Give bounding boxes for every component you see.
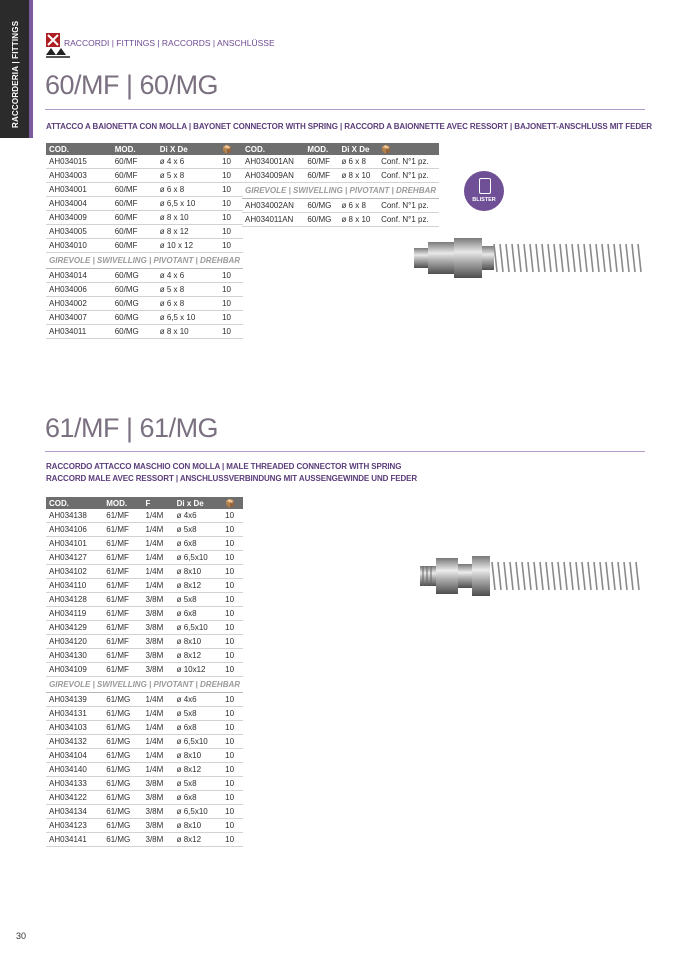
table-row bbox=[46, 325, 243, 339]
table-cell: AH034123 bbox=[46, 819, 103, 833]
table-cell: 60/MG bbox=[112, 283, 157, 297]
table-cell: 10 bbox=[219, 225, 243, 239]
table-cell: 1/4M bbox=[143, 693, 174, 707]
table-cell: 60/MG bbox=[112, 269, 157, 283]
table-row bbox=[242, 199, 439, 213]
section1-title: 60/MF | 60/MG bbox=[45, 70, 219, 100]
table-row bbox=[46, 663, 243, 677]
table-cell: AH034001 bbox=[46, 183, 112, 197]
table-cell: ø 4 x 6 bbox=[157, 269, 219, 283]
table-cell: 60/MF bbox=[112, 211, 157, 225]
table-cell: 60/MF bbox=[304, 155, 338, 169]
table-row bbox=[46, 169, 243, 183]
table-row bbox=[242, 213, 439, 227]
table-cell: 61/MF bbox=[103, 509, 142, 523]
table-cell: 10 bbox=[222, 509, 243, 523]
table-cell: AH034122 bbox=[46, 791, 103, 805]
table-cell: AH034103 bbox=[46, 721, 103, 735]
table-cell: AH034129 bbox=[46, 621, 103, 635]
table-cell: ø 6,5 x 10 bbox=[157, 197, 219, 211]
table-cell: 3/8M bbox=[143, 607, 174, 621]
table-cell: ø 8x10 bbox=[174, 635, 223, 649]
table-cell: 10 bbox=[222, 635, 243, 649]
table-cell: 60/MF bbox=[112, 197, 157, 211]
table-cell: 10 bbox=[222, 693, 243, 707]
table-cell: 1/4M bbox=[143, 509, 174, 523]
table-cell: 61/MG bbox=[103, 763, 142, 777]
side-tab-accent bbox=[29, 0, 33, 138]
table-row bbox=[46, 791, 243, 805]
table-cell: 60/MF bbox=[112, 169, 157, 183]
table-cell: AH034119 bbox=[46, 607, 103, 621]
table-cell: 10 bbox=[222, 735, 243, 749]
table-cell: AH034139 bbox=[46, 693, 103, 707]
table-cell: AH034007 bbox=[46, 311, 112, 325]
table-header-row bbox=[46, 497, 243, 509]
table-cell: ø 8x12 bbox=[174, 579, 223, 593]
table-cell: 61/MG bbox=[103, 819, 142, 833]
package-qty-icon: 📦 bbox=[378, 143, 439, 155]
table-cell: ø 10 x 12 bbox=[157, 239, 219, 253]
table-cell: 61/MG bbox=[103, 735, 142, 749]
table-cell: 61/MG bbox=[103, 693, 142, 707]
table-cell: ø 6x8 bbox=[174, 537, 223, 551]
column-header: MOD. bbox=[304, 143, 338, 155]
table-cell: AH034132 bbox=[46, 735, 103, 749]
table-cell: AH034130 bbox=[46, 649, 103, 663]
table-cell: AH034009AN bbox=[242, 169, 304, 183]
table-cell: 10 bbox=[219, 183, 243, 197]
table-cell: AH034101 bbox=[46, 537, 103, 551]
table-cell: 10 bbox=[219, 169, 243, 183]
table-cell: 61/MF bbox=[103, 593, 142, 607]
table-row bbox=[46, 721, 243, 735]
table-row bbox=[46, 819, 243, 833]
table-cell: 10 bbox=[222, 721, 243, 735]
table-cell: ø 6 x 8 bbox=[157, 297, 219, 311]
column-header: COD. bbox=[46, 143, 112, 155]
table-cell: 3/8M bbox=[143, 833, 174, 847]
table-cell: AH034004 bbox=[46, 197, 112, 211]
table-cell: 1/4M bbox=[143, 579, 174, 593]
table-cell: 10 bbox=[222, 791, 243, 805]
table-cell: ø 5x8 bbox=[174, 707, 223, 721]
column-header: MOD. bbox=[103, 497, 142, 509]
table-row bbox=[46, 649, 243, 663]
blister-pack-icon bbox=[479, 178, 491, 194]
table-row bbox=[242, 155, 439, 169]
table-cell: ø 6,5x10 bbox=[174, 805, 223, 819]
table-row bbox=[46, 537, 243, 551]
table-cell: 10 bbox=[219, 325, 243, 339]
table-cell: AH034011 bbox=[46, 325, 112, 339]
table-cell: 1/4M bbox=[143, 735, 174, 749]
table-row bbox=[46, 763, 243, 777]
table-cell: 61/MF bbox=[103, 551, 142, 565]
table-row bbox=[46, 239, 243, 253]
column-header: Di X De bbox=[338, 143, 378, 155]
section2-title: 61/MF | 61/MG bbox=[45, 413, 219, 443]
table-cell: ø 8x10 bbox=[174, 565, 223, 579]
table-cell: 61/MF bbox=[103, 565, 142, 579]
table-cell: 3/8M bbox=[143, 819, 174, 833]
table-cell: ø 5x8 bbox=[174, 593, 223, 607]
table-cell: 10 bbox=[222, 707, 243, 721]
group-label-row bbox=[46, 253, 243, 269]
table-cell: ø 10x12 bbox=[174, 663, 223, 677]
table-cell: AH034104 bbox=[46, 749, 103, 763]
table-cell: 60/MF bbox=[112, 155, 157, 169]
table-cell: 61/MF bbox=[103, 621, 142, 635]
table-cell: ø 6 x 8 bbox=[338, 155, 378, 169]
side-category-tab bbox=[0, 0, 33, 138]
table-cell: 10 bbox=[222, 551, 243, 565]
table-cell: 10 bbox=[222, 593, 243, 607]
column-header: MOD. bbox=[112, 143, 157, 155]
table-cell: 10 bbox=[222, 537, 243, 551]
table-row bbox=[46, 607, 243, 621]
section2-subtitle-line2: RACCORD MALE AVEC RESSORT | ANSCHLUSSVERBINDUNG MIT AUSSENGEWINDE UND FEDER bbox=[46, 474, 418, 483]
table-row bbox=[46, 225, 243, 239]
table-cell: 3/8M bbox=[143, 621, 174, 635]
table-row bbox=[46, 523, 243, 537]
table-row bbox=[46, 297, 243, 311]
table-cell: AH034110 bbox=[46, 579, 103, 593]
table-cell: 10 bbox=[219, 283, 243, 297]
table-cell: AH034002AN bbox=[242, 199, 304, 213]
table-header-row bbox=[46, 143, 243, 155]
table-cell: ø 8 x 10 bbox=[338, 213, 378, 227]
table-row bbox=[46, 579, 243, 593]
table-row bbox=[242, 169, 439, 183]
section1-divider bbox=[45, 109, 645, 110]
table-cell: 1/4M bbox=[143, 763, 174, 777]
table-cell: AH034106 bbox=[46, 523, 103, 537]
table-cell: AH034014 bbox=[46, 269, 112, 283]
table-cell: 60/MF bbox=[112, 239, 157, 253]
table-cell: ø 6x8 bbox=[174, 721, 223, 735]
table-cell: 10 bbox=[219, 155, 243, 169]
table-cell: ø 8 x 12 bbox=[157, 225, 219, 239]
table-cell: 60/MF bbox=[112, 225, 157, 239]
table-row bbox=[46, 749, 243, 763]
table-cell: 10 bbox=[222, 777, 243, 791]
table-cell: ø 8x12 bbox=[174, 763, 223, 777]
table-cell: ø 6 x 8 bbox=[157, 183, 219, 197]
column-header: F bbox=[143, 497, 174, 509]
table-cell: 3/8M bbox=[143, 635, 174, 649]
table-cell: Conf. N°1 pz. bbox=[378, 199, 439, 213]
table-row bbox=[46, 593, 243, 607]
table-cell: 61/MG bbox=[103, 707, 142, 721]
table-cell: AH034010 bbox=[46, 239, 112, 253]
table-cell: 1/4M bbox=[143, 565, 174, 579]
table-cell: ø 5 x 8 bbox=[157, 283, 219, 297]
table-cell: AH034102 bbox=[46, 565, 103, 579]
section1-table-right bbox=[242, 143, 439, 227]
table-cell: Conf. N°1 pz. bbox=[378, 155, 439, 169]
table-cell: 61/MG bbox=[103, 791, 142, 805]
group-label-row bbox=[242, 183, 439, 199]
section2-subtitle-line1: RACCORDO ATTACCO MASCHIO CON MOLLA | MALE THREADED CONNECTOR WITH SPRING bbox=[46, 462, 402, 471]
table-cell: 61/MG bbox=[103, 777, 142, 791]
table-cell: 1/4M bbox=[143, 749, 174, 763]
table-cell: 60/MG bbox=[304, 199, 338, 213]
table-cell: 61/MF bbox=[103, 635, 142, 649]
table-cell: 3/8M bbox=[143, 663, 174, 677]
table-cell: 10 bbox=[222, 663, 243, 677]
table-row bbox=[46, 197, 243, 211]
table-row bbox=[46, 621, 243, 635]
table-cell: 3/8M bbox=[143, 593, 174, 607]
table-cell: 61/MG bbox=[103, 805, 142, 819]
group-label: GIREVOLE | SWIVELLING | PIVOTANT | DREHBAR bbox=[46, 677, 243, 693]
table-row bbox=[46, 805, 243, 819]
table-cell: AH034011AN bbox=[242, 213, 304, 227]
blister-badge-label: BLISTER bbox=[472, 197, 496, 203]
table-cell: 10 bbox=[222, 579, 243, 593]
table-cell: 10 bbox=[222, 523, 243, 537]
table-cell: AH034141 bbox=[46, 833, 103, 847]
table-row bbox=[46, 635, 243, 649]
table-cell: ø 8 x 10 bbox=[157, 211, 219, 225]
column-header: Di X De bbox=[157, 143, 219, 155]
table-cell: ø 6x8 bbox=[174, 607, 223, 621]
table-cell: ø 6,5 x 10 bbox=[157, 311, 219, 325]
table-cell: 61/MF bbox=[103, 523, 142, 537]
table-cell: 60/MG bbox=[112, 311, 157, 325]
table-cell: AH034002 bbox=[46, 297, 112, 311]
table-row bbox=[46, 283, 243, 297]
table-row bbox=[46, 183, 243, 197]
table-cell: ø 6x8 bbox=[174, 791, 223, 805]
table-cell: 10 bbox=[222, 819, 243, 833]
table-row bbox=[46, 833, 243, 847]
table-row bbox=[46, 693, 243, 707]
table-row bbox=[46, 735, 243, 749]
table-cell: ø 6,5x10 bbox=[174, 735, 223, 749]
table-cell: AH034138 bbox=[46, 509, 103, 523]
section2-divider bbox=[45, 451, 645, 452]
group-label: GIREVOLE | SWIVELLING | PIVOTANT | DREHBAR bbox=[46, 253, 243, 269]
table-cell: 10 bbox=[219, 197, 243, 211]
male-threaded-connector-spring-image bbox=[420, 552, 646, 600]
table-cell: 60/MF bbox=[304, 169, 338, 183]
table-cell: 61/MF bbox=[103, 537, 142, 551]
table-cell: ø 4 x 6 bbox=[157, 155, 219, 169]
table-cell: ø 6,5x10 bbox=[174, 621, 223, 635]
column-header: COD. bbox=[46, 497, 103, 509]
table-cell: ø 8x12 bbox=[174, 833, 223, 847]
table-cell: 3/8M bbox=[143, 649, 174, 663]
table-cell: 10 bbox=[222, 833, 243, 847]
table-cell: ø 8x10 bbox=[174, 819, 223, 833]
table-cell: AH034005 bbox=[46, 225, 112, 239]
package-qty-icon: 📦 bbox=[222, 497, 243, 509]
table-cell: AH034127 bbox=[46, 551, 103, 565]
table-cell: 1/4M bbox=[143, 523, 174, 537]
table-cell: 1/4M bbox=[143, 537, 174, 551]
table-cell: AH034109 bbox=[46, 663, 103, 677]
table-cell: ø 8 x 10 bbox=[157, 325, 219, 339]
group-label: GIREVOLE | SWIVELLING | PIVOTANT | DREHBAR bbox=[242, 183, 439, 199]
side-tab-label: RACCORDERIA | FITTINGS bbox=[11, 20, 20, 128]
table-cell: ø 6,5x10 bbox=[174, 551, 223, 565]
table-cell: 60/MF bbox=[112, 183, 157, 197]
table-cell: ø 6 x 8 bbox=[338, 199, 378, 213]
blister-badge bbox=[464, 171, 504, 211]
table-header-row bbox=[242, 143, 439, 155]
table-cell: 61/MG bbox=[103, 721, 142, 735]
table-cell: 10 bbox=[222, 621, 243, 635]
table-cell: 3/8M bbox=[143, 791, 174, 805]
table-row bbox=[46, 777, 243, 791]
table-cell: 10 bbox=[219, 311, 243, 325]
table-cell: 61/MF bbox=[103, 649, 142, 663]
table-cell: 1/4M bbox=[143, 551, 174, 565]
table-cell: Conf. N°1 pz. bbox=[378, 169, 439, 183]
table-cell: ø 5x8 bbox=[174, 523, 223, 537]
table-cell: 10 bbox=[219, 239, 243, 253]
table-row bbox=[46, 565, 243, 579]
table-cell: 60/MG bbox=[304, 213, 338, 227]
table-cell: ø 8x10 bbox=[174, 749, 223, 763]
table-row bbox=[46, 311, 243, 325]
section2-table bbox=[46, 497, 243, 847]
table-cell: 10 bbox=[222, 565, 243, 579]
table-cell: ø 5x8 bbox=[174, 777, 223, 791]
table-cell: 61/MF bbox=[103, 663, 142, 677]
table-cell: ø 8x12 bbox=[174, 649, 223, 663]
table-cell: 60/MG bbox=[112, 297, 157, 311]
table-cell: AH034131 bbox=[46, 707, 103, 721]
column-header: COD. bbox=[242, 143, 304, 155]
table-cell: 61/MF bbox=[103, 579, 142, 593]
table-cell: AH034120 bbox=[46, 635, 103, 649]
table-cell: AH034134 bbox=[46, 805, 103, 819]
table-cell: 10 bbox=[219, 211, 243, 225]
table-cell: AH034003 bbox=[46, 169, 112, 183]
table-cell: 61/MF bbox=[103, 607, 142, 621]
table-row bbox=[46, 269, 243, 283]
table-cell: 61/MG bbox=[103, 749, 142, 763]
table-cell: AH034009 bbox=[46, 211, 112, 225]
table-cell: 10 bbox=[222, 805, 243, 819]
bayonet-connector-spring-image bbox=[414, 232, 646, 284]
table-cell: AH034006 bbox=[46, 283, 112, 297]
table-cell: 1/4M bbox=[143, 721, 174, 735]
table-cell: ø 4x6 bbox=[174, 693, 223, 707]
table-cell: 10 bbox=[222, 607, 243, 621]
table-row bbox=[46, 551, 243, 565]
package-qty-icon: 📦 bbox=[219, 143, 243, 155]
breadcrumb: RACCORDI | FITTINGS | RACCORDS | ANSCHLÜSSE bbox=[64, 38, 275, 48]
table-cell: 3/8M bbox=[143, 805, 174, 819]
table-cell: 10 bbox=[222, 749, 243, 763]
table-cell: 1/4M bbox=[143, 707, 174, 721]
table-cell: ø 5 x 8 bbox=[157, 169, 219, 183]
table-cell: ø 8 x 10 bbox=[338, 169, 378, 183]
table-cell: Conf. N°1 pz. bbox=[378, 213, 439, 227]
table-row bbox=[46, 509, 243, 523]
table-row bbox=[46, 707, 243, 721]
page-number: 30 bbox=[16, 931, 27, 941]
table-cell: 10 bbox=[222, 763, 243, 777]
table-cell: AH034140 bbox=[46, 763, 103, 777]
group-label-row bbox=[46, 677, 243, 693]
table-cell: AH034001AN bbox=[242, 155, 304, 169]
table-row bbox=[46, 211, 243, 225]
table-cell: 60/MG bbox=[112, 325, 157, 339]
table-cell: AH034128 bbox=[46, 593, 103, 607]
table-cell: ø 4x6 bbox=[174, 509, 223, 523]
table-cell: 10 bbox=[219, 269, 243, 283]
table-cell: 3/8M bbox=[143, 777, 174, 791]
section1-table-left bbox=[46, 143, 243, 339]
table-cell: AH034133 bbox=[46, 777, 103, 791]
table-cell: 10 bbox=[222, 649, 243, 663]
table-cell: AH034015 bbox=[46, 155, 112, 169]
column-header: Di x De bbox=[174, 497, 223, 509]
table-cell: 10 bbox=[219, 297, 243, 311]
section1-subtitle: ATTACCO A BAIONETTA CON MOLLA | BAYONET CONNECTOR WITH SPRING | RACCORD A BAIONNETTE AVEC RESSORT | BAJONETT-ANSCHLUSS MIT FEDER bbox=[46, 122, 652, 131]
table-row bbox=[46, 155, 243, 169]
table-cell: 61/MG bbox=[103, 833, 142, 847]
